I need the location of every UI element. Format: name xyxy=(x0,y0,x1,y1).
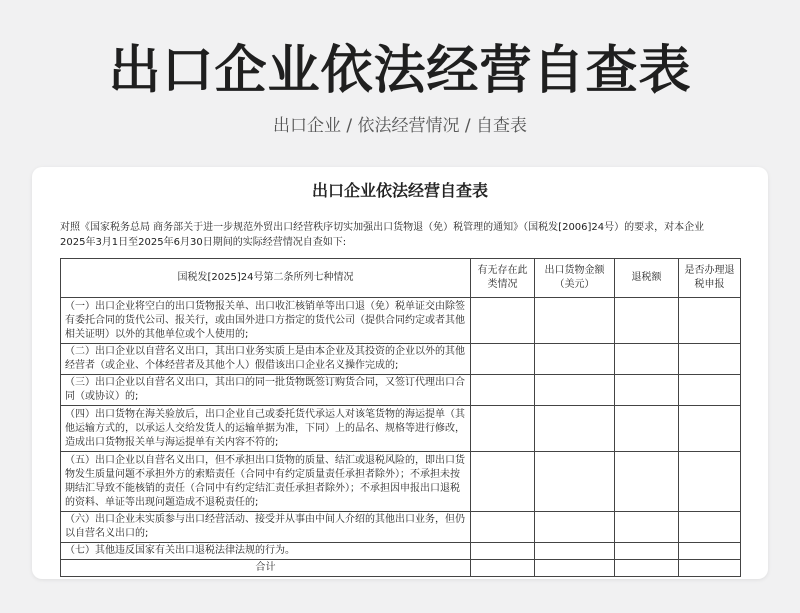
row-6-declared-cell[interactable] xyxy=(679,512,741,543)
row-6-amount-cell[interactable] xyxy=(535,512,615,543)
table-row xyxy=(61,406,741,452)
row-1-situation: （一）出口企业将空白的出口货物报关单、出口收汇核销单等出口退（免）税单证交由除签有委托合同的货代公司、报关行，或由国外进口方指定的货代公司（提供合同约定或者其他相关证明）以外的其他单位或个人使用的; xyxy=(61,298,471,344)
page-title: 出口企业依法经营自查表 xyxy=(108,41,692,101)
table-row xyxy=(61,543,741,560)
row-7-refund-cell[interactable] xyxy=(615,543,679,560)
document-card xyxy=(32,167,768,579)
row-5-amount-cell[interactable] xyxy=(535,452,615,512)
header-refund: 退税额 xyxy=(615,259,679,298)
row-2-refund-cell[interactable] xyxy=(615,344,679,375)
row-5-refund-cell[interactable] xyxy=(615,452,679,512)
row-3-situation: （三）出口企业以自营名义出口，其出口的同一批货物既签订购货合同，又签订代理出口合同（或协议）的; xyxy=(61,375,471,406)
row-1-amount-cell[interactable] xyxy=(535,298,615,344)
total-label: 合计 xyxy=(61,560,471,577)
row-3-declared-cell[interactable] xyxy=(679,375,741,406)
row-5-situation: （五）出口企业以自营名义出口，但不承担出口货物的质量、结汇或退税风险的，即出口货物发生质量问题不承担外方的索赔责任（合同中有约定质量责任承担者除外）；不承担未按期结汇导致不能核销的责任（合同中有约定结汇责任承担者除外）；不承担因申报出口退税的资料、单证等出现问题造成不退税责任的; xyxy=(61,452,471,512)
breadcrumb: 出口企业 / 依法经营情况 / 自查表 xyxy=(272,116,528,136)
row-2-exists-cell[interactable] xyxy=(471,344,535,375)
row-6-refund-cell[interactable] xyxy=(615,512,679,543)
self-check-table xyxy=(60,258,741,577)
intro-line-1: 对照《国家税务总局 商务部关于进一步规范外贸出口经营秩序切实加强出口货物退（免）税管理的通知》（国税发[2006]24号）的要求，对本企业 xyxy=(60,222,705,233)
header-declared: 是否办理退税申报 xyxy=(679,259,741,298)
total-amount-cell[interactable] xyxy=(535,560,615,577)
table-header-row xyxy=(61,259,741,298)
row-2-situation: （二）出口企业以自营名义出口，其出口业务实质上是由本企业及其投资的企业以外的其他经营者（或企业、个体经营者及其他个人）假借该出口企业名义操作完成的; xyxy=(61,344,471,375)
row-4-amount-cell[interactable] xyxy=(535,406,615,452)
row-3-refund-cell[interactable] xyxy=(615,375,679,406)
row-1-declared-cell[interactable] xyxy=(679,298,741,344)
header-situation: 国税发[2025]24号第二条所列七种情况 xyxy=(61,259,471,298)
row-4-declared-cell[interactable] xyxy=(679,406,741,452)
table-row xyxy=(61,298,741,344)
intro-line-2: 2025年3月1日至2025年6月30日期间的实际经营情况自查如下: xyxy=(60,237,347,248)
row-2-amount-cell[interactable] xyxy=(535,344,615,375)
table-row xyxy=(61,344,741,375)
table-row xyxy=(61,452,741,512)
row-6-situation: （六）出口企业未实质参与出口经营活动、接受并从事由中间人介绍的其他出口业务，但仍以自营名义出口的; xyxy=(61,512,471,543)
row-7-exists-cell[interactable] xyxy=(471,543,535,560)
total-refund-cell[interactable] xyxy=(615,560,679,577)
row-4-exists-cell[interactable] xyxy=(471,406,535,452)
row-3-exists-cell[interactable] xyxy=(471,375,535,406)
document-title: 出口企业依法经营自查表 xyxy=(311,181,488,200)
row-1-refund-cell[interactable] xyxy=(615,298,679,344)
row-7-amount-cell[interactable] xyxy=(535,543,615,560)
total-exists-cell[interactable] xyxy=(471,560,535,577)
row-3-amount-cell[interactable] xyxy=(535,375,615,406)
row-5-exists-cell[interactable] xyxy=(471,452,535,512)
row-4-situation: （四）出口货物在海关验放后，出口企业自己或委托货代承运人对该笔货物的海运提单（其他运输方式的，以承运人交给发货人的运输单据为准，下同）上的品名、规格等进行修改，造成出口货物报关单与海运提单有关内容不符的; xyxy=(61,406,471,452)
header-amount: 出口货物金额（美元） xyxy=(535,259,615,298)
header-exists: 有无存在此类情况 xyxy=(471,259,535,298)
intro-text xyxy=(60,220,750,250)
row-7-situation: （七）其他违反国家有关出口退税法律法规的行为。 xyxy=(61,543,471,560)
row-7-declared-cell[interactable] xyxy=(679,543,741,560)
total-declared-cell[interactable] xyxy=(679,560,741,577)
row-1-exists-cell[interactable] xyxy=(471,298,535,344)
row-4-refund-cell[interactable] xyxy=(615,406,679,452)
table-row xyxy=(61,375,741,406)
row-2-declared-cell[interactable] xyxy=(679,344,741,375)
row-6-exists-cell[interactable] xyxy=(471,512,535,543)
total-row xyxy=(61,560,741,577)
row-5-declared-cell[interactable] xyxy=(679,452,741,512)
table-row xyxy=(61,512,741,543)
